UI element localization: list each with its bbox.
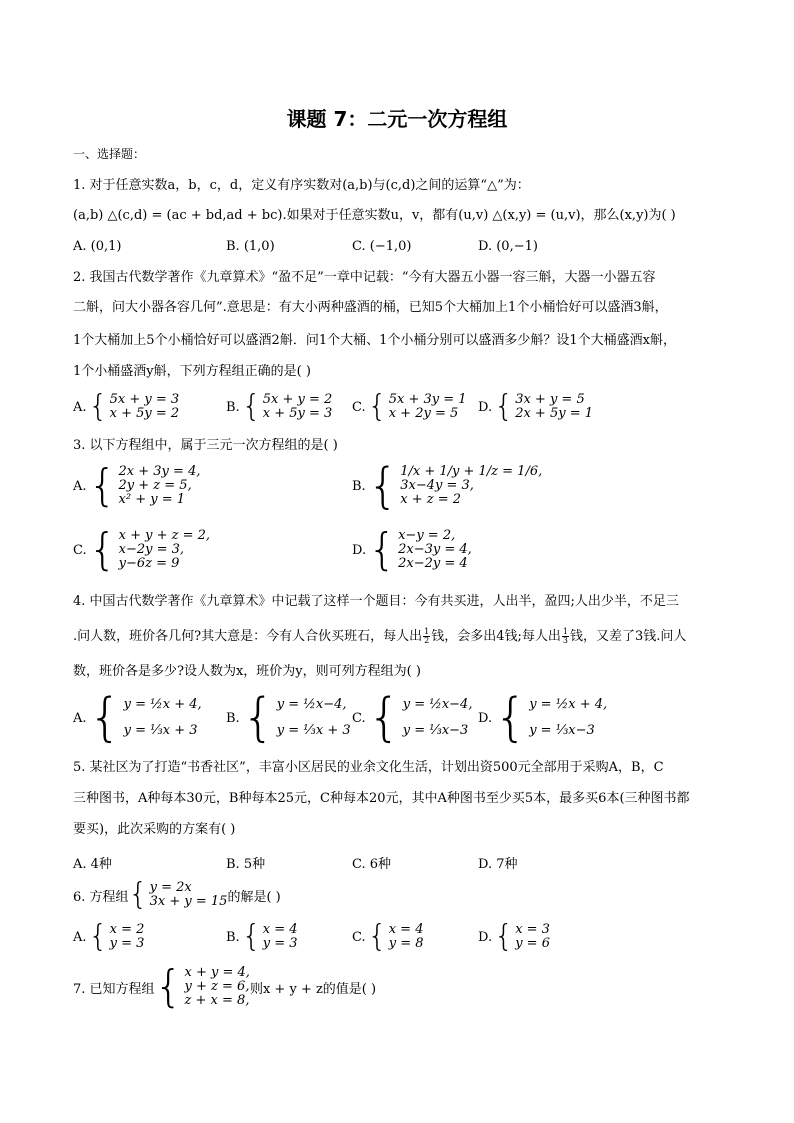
- q2-line3: 1个大桶加上5个小桶恰好可以盛酒2斛．问1个大桶、1个小桶分别可以盛酒多少斛？设1个大桶盛酒x斛，: [73, 333, 676, 348]
- q2-option-b: B. { 5x + y = 2 x + 5y = 3: [226, 389, 333, 424]
- page-title: 课题 7：二元一次方程组: [286, 107, 508, 131]
- q4-line2: .问人数，班价各几何?其大意是：今有人合伙买班石，每人出 $\frac{1}{2}$ 钱，会多出4钱;每人出 $\frac{1}{3}$ 钱，又差了3钱.问人: [73, 627, 687, 645]
- q2-option-c: C. { 5x + 3y = 1 x + 2y = 5: [352, 389, 467, 424]
- q3-line1: 3. 以下方程组中，属于三元一次方程组的是( ): [73, 438, 338, 453]
- q6-stem: 6. 方程组 { y = 2x 3x + y = 15 的解是( ): [73, 877, 281, 912]
- q3-option-a: A. { 2x + 3y = 4, 2y + z = 5, x² + y = 1: [73, 460, 201, 511]
- q6-option-d: D. { x = 3 y = 6: [478, 919, 550, 954]
- q2-option-a: A. { 5x + y = 3 x + 5y = 2: [73, 389, 180, 424]
- q5-option-d: D. 7种: [478, 857, 518, 872]
- q4-line1: 4. 中国古代数学著作《九章算术》中记载了这样一个题目：今有共买进，人出半，盈四;人出少半，不足三: [73, 594, 679, 609]
- q1-option-a: A. (0,1): [73, 239, 122, 254]
- q5-line2: 三种图书，A种每本30元，B种每本25元，C种每本20元，其中A种图书至少买5本，最多买6本(三种图书都: [73, 791, 690, 806]
- q5-option-c: C. 6种: [352, 857, 392, 872]
- q2-option-d: D. { 3x + y = 5 2x + 5y = 1: [478, 389, 593, 424]
- q3-option-c: C. { x + y + z = 2, x−2y = 3, y−6z = 9: [73, 524, 211, 575]
- q4-option-b: B. { y = ½x−4, y = ⅓x + 3: [226, 688, 351, 748]
- q5-option-a: A. 4种: [73, 857, 112, 872]
- q4-line3: 数，班价各是多少?设人数为x，班价为y，则可列方程组为( ): [73, 664, 421, 679]
- q1-option-d: D. (0,−1): [478, 239, 538, 254]
- q1-line2: (a,b) △(c,d) = (ac + bd,ad + bc).如果对于任意实数u，v，都有(u,v) △(x,y) = (u,v)，那么(x,y)为( ): [73, 208, 676, 223]
- q7-stem: 7. 已知方程组 { x + y = 4, y + z = 6, z + x = 8, 则x + y + z的值是( ): [73, 961, 377, 1012]
- q1-option-c: C. (−1,0): [352, 239, 412, 254]
- q4-option-d: D. { y = ½x + 4, y = ⅓x−3: [478, 688, 608, 748]
- q5-line1: 5. 某社区为了打造“书香社区”，丰富小区居民的业余文化生活，计划出资500元全部用于采购A，B，C: [73, 760, 664, 775]
- q4-option-a: A. { y = ½x + 4, y = ⅓x + 3: [73, 688, 202, 748]
- q3-option-d: D. { x−y = 2, 2x−3y = 4, 2x−2y = 4: [352, 524, 472, 575]
- q2-line2: 二斛，问大小器各容几何”.意思是：有大小两种盛酒的桶，已知5个大桶加上1个小桶恰好可以盛酒3斛，: [73, 300, 668, 315]
- q4-option-c: C. { y = ½x−4, y = ⅓x−3: [352, 688, 473, 748]
- q3-option-b: B. { 1/x + 1/y + 1/z = 1/6, 3x−4y = 3, x + z = 2: [352, 458, 543, 514]
- q6-option-a: A. { x = 2 y = 3: [73, 919, 145, 954]
- q1-option-b: B. (1,0): [226, 239, 275, 254]
- q2-line4: 1个小桶盛酒y斛，下列方程组正确的是( ): [73, 364, 311, 379]
- section-heading: 一、选择题：: [73, 147, 146, 161]
- q1-line1: 1. 对于任意实数a，b，c，d，定义有序实数对(a,b)与(c,d)之间的运算“△”为：: [73, 178, 530, 193]
- q5-line3: 要买)，此次采购的方案有( ): [73, 822, 236, 837]
- q6-option-c: C. { x = 4 y = 8: [352, 919, 424, 954]
- q2-line1: 2. 我国古代数学著作《九章算术》“盈不足”一章中记载：“今有大器五小器一容三斛，大器一小器五容: [73, 270, 656, 285]
- q5-option-b: B. 5种: [226, 857, 266, 872]
- q6-option-b: B. { x = 4 y = 3: [226, 919, 298, 954]
